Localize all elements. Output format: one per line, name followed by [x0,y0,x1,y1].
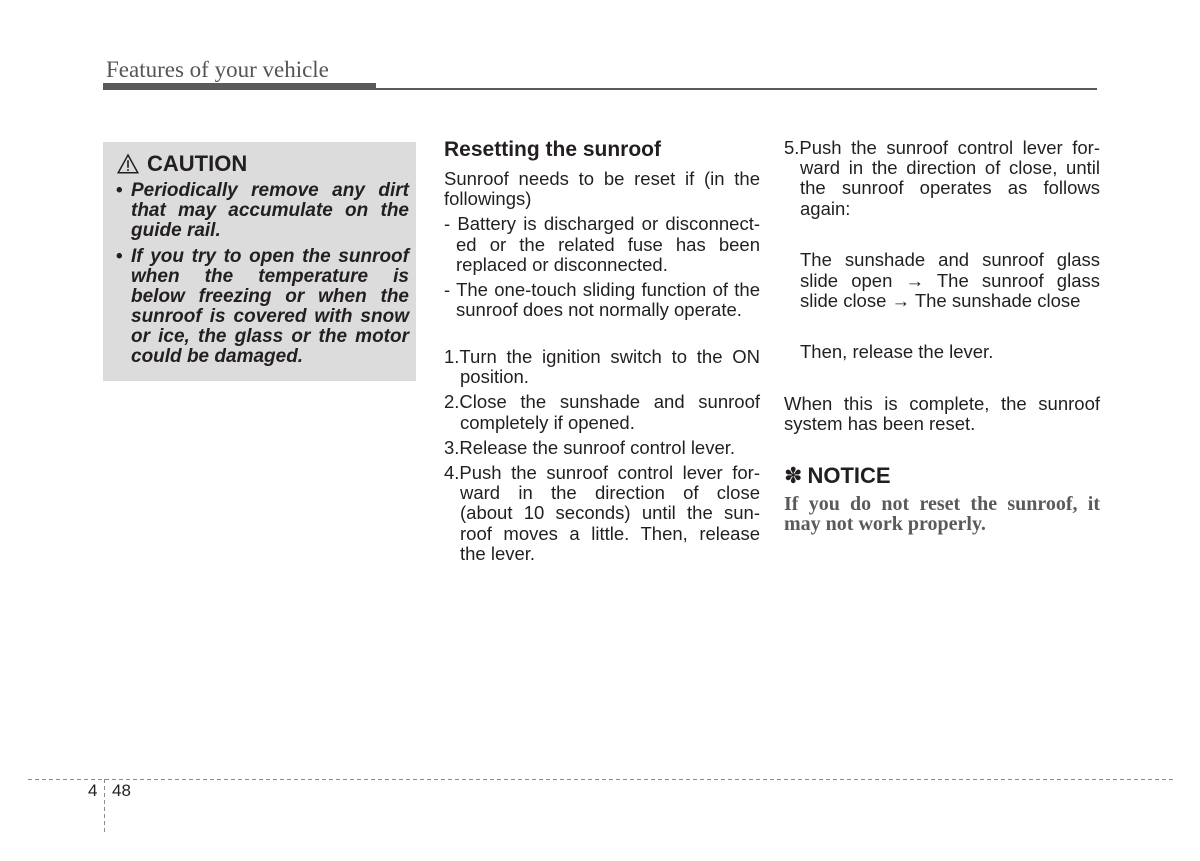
caution-line: that may accumulate on the [131,200,409,221]
caution-line: when the temperature is [131,266,409,287]
warning-triangle-icon [117,153,139,175]
notice-text [784,494,1100,534]
step5-sequence [784,250,1100,311]
caution-box [103,142,416,381]
text-line: sunroof does not normally operate. [456,299,742,321]
text-line: slide close → The sunshade close [800,289,1081,311]
text-line: (about 10 seconds) until the sun- [460,502,760,524]
text-line: 3.Release the sunroof control lever. [444,436,736,458]
condition-item [444,280,760,320]
text-line: system has been reset. [784,413,976,435]
caution-line: or ice, the glass or the motor [131,326,409,347]
step-item [444,463,760,564]
text-line: 1.Turn the ignition switch to the ON [444,346,760,368]
header-rule-thick [103,83,376,90]
text-line: The sunshade and sunroof glass [800,249,1100,271]
text-line: 5.Push the sunroof control lever for- [784,137,1100,158]
text-line: ed or the related fuse has been [456,233,760,255]
condition-item [444,214,760,275]
text-line: completely if opened. [460,411,635,433]
step5-release [784,342,1100,362]
text-line: Sunroof needs to be reset if (in the [444,168,760,189]
text-line: followings) [444,188,532,210]
notice-line: may not work properly. [784,513,986,536]
notice-heading [784,463,1100,490]
caution-line: guide rail. [131,220,221,241]
caution-item [116,180,409,241]
caution-line: could be damaged. [131,346,304,367]
caution-item [116,246,409,367]
caution-line: below freezing or when the [131,286,409,307]
reset-column [444,138,760,569]
step-item [444,392,760,432]
intro-paragraph [444,169,760,209]
text-line: roof moves a little. Then, release [460,522,760,544]
section-title: Features of your vehicle [106,57,329,82]
caution-title: CAUTION [147,151,248,176]
text-line: the sunroof operates as follows [800,177,1100,199]
chapter-number: 4 [88,781,98,800]
caution-line: If you try to open the sunroof [131,246,409,267]
bullet: • [116,180,123,201]
step-item [444,347,760,387]
header-rule-thin [376,88,1097,90]
text-line: again: [800,197,851,219]
footer-divider [28,779,1173,780]
text-line: - Battery is discharged or disconnect- [444,213,760,235]
notice-icon: ✽ [784,464,803,490]
text-line: replaced or disconnected. [456,253,668,275]
page-number: 48 [112,781,131,800]
text-line: - The one-touch sliding function of the [444,279,760,301]
text-line: slide open → The sunroof glass [800,269,1100,291]
section-heading: Resetting the sunroof [444,138,662,161]
text-line: Then, release the lever. [800,341,994,363]
caution-list [116,180,409,373]
notice-line: If you do not reset the sunroof, it [784,493,1100,516]
caution-line: sunroof is covered with snow [131,306,409,327]
text-line: the lever. [460,542,536,564]
step-item [784,138,1100,219]
bullet: • [116,246,123,267]
completion-paragraph [784,394,1100,434]
text-line: position. [460,366,529,388]
notice-title: NOTICE [807,463,891,489]
text-line: When this is complete, the sunroof [784,393,1100,415]
text-line: 4.Push the sunroof control lever for- [444,462,760,484]
caution-line: Periodically remove any dirt [131,180,409,201]
step-item [444,438,760,458]
text-line: ward in the direction of close [460,482,760,504]
reset-column-continued [784,138,1100,534]
text-line: 2.Close the sunshade and sunroof [444,391,760,413]
footer-page-divider [104,779,105,833]
text-line: ward in the direction of close, until [800,157,1100,179]
